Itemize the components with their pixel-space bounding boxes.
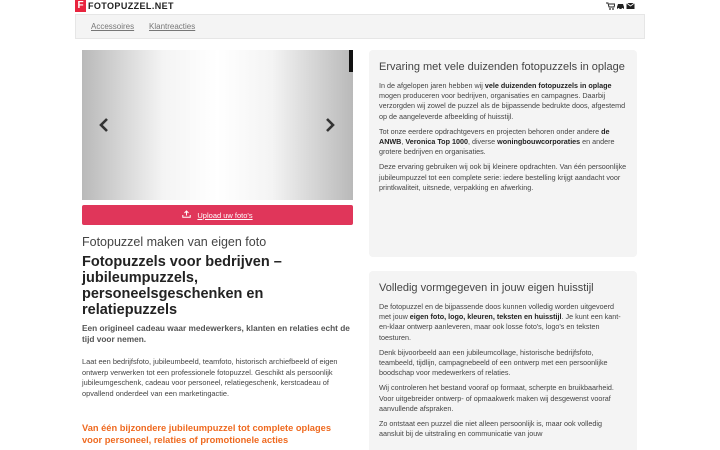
car-icon[interactable] [616, 2, 625, 10]
orange-heading: Van één bijzondere jubileumpuzzel tot complete oplages voor personeel, relaties of promotionele acties [82, 423, 331, 445]
slider-edge [349, 50, 353, 72]
experience-title: Ervaring met vele duizenden fotopuzzels in oplage [379, 61, 625, 73]
upload-photos-button[interactable] [82, 205, 353, 225]
logo-text: FOTOPUZZEL.NET [88, 1, 174, 11]
house-style-card [369, 271, 637, 450]
mail-icon[interactable] [626, 2, 635, 10]
upload-label: Upload uw foto's [197, 210, 253, 220]
header-icons [606, 2, 635, 10]
house-style-title: Volledig vormgegeven in jouw eigen huisstijl [379, 282, 594, 294]
nav-link-klantreacties[interactable]: Klantreacties [149, 22, 196, 31]
experience-card [369, 50, 637, 257]
logo-mark: F [75, 0, 86, 12]
page-subtitle: Fotopuzzel maken van eigen foto [82, 235, 267, 249]
cart-icon[interactable] [606, 2, 615, 10]
nav-link-accessoires[interactable]: Accessoires [91, 22, 135, 31]
chevron-left-icon[interactable] [94, 115, 114, 135]
site-logo[interactable] [75, 0, 174, 12]
experience-paragraph-1: In de afgelopen jaren hebben wij vele duizenden fotopuzzels in oplage mogen produceren voor bedrijven, organisaties en campagnes. Daarbij verzorgden wij zowel de puzzel als de bijpassende bedrukte doos, afgestemd op de aangeleverde afbeelding of huisstijl. [379, 81, 626, 121]
chevron-right-icon[interactable] [320, 115, 340, 135]
top-bar [0, 0, 720, 14]
house-style-paragraph-3: Wij controleren het bestand vooraf op formaat, scherpte en bruikbaarheid. Voor uitgebreider ontwerp- of opmaakwerk maken wij desgewenst vooraf aanvullende afspraken. [379, 383, 614, 413]
image-slider[interactable] [82, 50, 353, 200]
intro-paragraph: Laat een bedrijfsfoto, jubileumbeeld, teamfoto, historisch archiefbeeld of eigen ontwerp verwerken tot een professionele fotopuzzel. Geschikt als persoonlijk jubileumgeschenk, cadeau voor personeel, relatiegeschenk, kerstcadeau of opvallend onderdeel van een marketingactie. [82, 357, 338, 398]
house-style-paragraph-4: Zo ontstaat een puzzel die niet alleen persoonlijk is, maar ook volledig aansluit bij de uitstraling en communicatie van jouw [379, 419, 602, 439]
experience-paragraph-3: Deze ervaring gebruiken wij ook bij kleinere opdrachten. Van één persoonlijke jubileumpuzzel tot een complete serie: iedere bestelling krijgt aandacht voor printkwaliteit, uitsnede, verpakking en afwerking. [379, 162, 627, 192]
house-style-paragraph-1: De fotopuzzel en de bijpassende doos kunnen volledig worden uitgevoerd met jouw eigen foto, logo, kleuren, teksten en huisstijl. Je kunt een kant-en-klaar ontwerp aanleveren, maar ook losse foto's, logo's en teksten toesturen. [379, 302, 621, 342]
lead-text: Een origineel cadeau waar medewerkers, klanten en relaties echt de tijd voor nemen. [82, 323, 350, 344]
experience-paragraph-2: Tot onze eerdere opdrachtgevers en projecten behoren onder andere de ANWB, Veronica Top 1000, diverse woningbouwcorporaties en andere grotere bedrijven en organisaties. [379, 126, 615, 157]
sub-navigation [75, 14, 645, 39]
page-title: Fotopuzzels voor bedrijven – jubileumpuzzels, personeelsgeschenken en relatiepuzzels [82, 254, 282, 318]
house-style-paragraph-2: Denk bijvoorbeeld aan een jubileumcollage, historische bedrijfsfoto, teambeeld, tijdlijn, campagnebeeld of een ontwerp met een persoonlijke boodschap voor medewerkers of relaties. [379, 347, 608, 378]
upload-icon [182, 210, 191, 220]
